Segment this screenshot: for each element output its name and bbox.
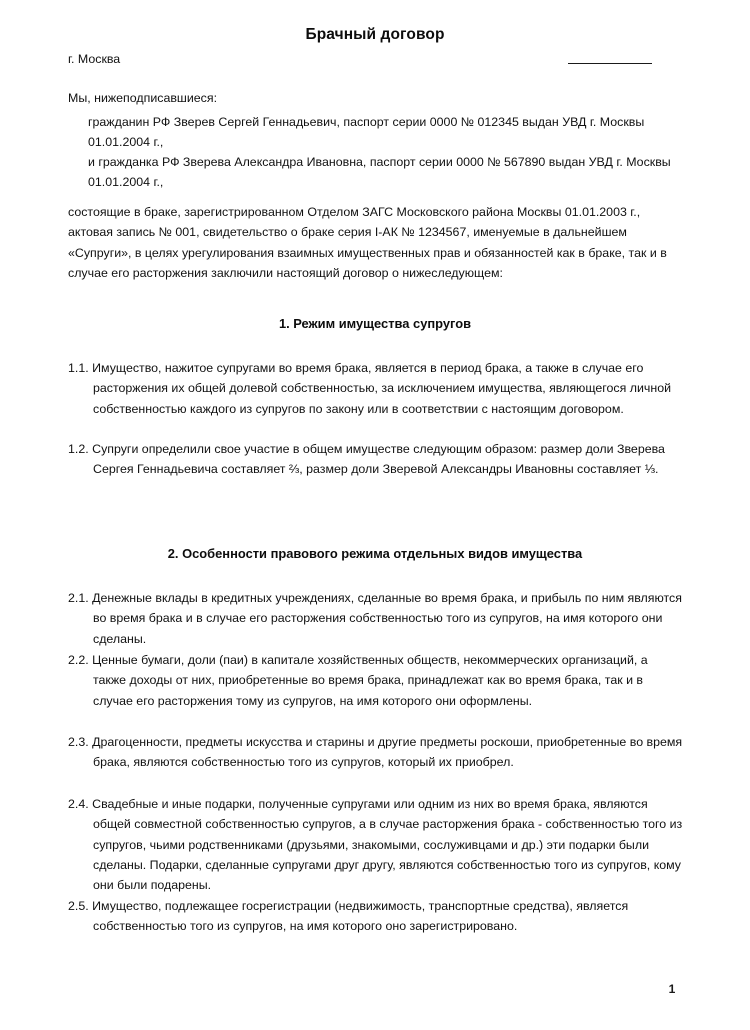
clause-text: Ценные бумаги, доли (паи) в капитале хозяйственных обществ, некоммерческих организаций, а также доходы от них, приобретенные во время брака, принадлежат как во время брака, так и в случае его расторжения тому из супругов, на имя которого они оформлены. bbox=[92, 653, 648, 708]
clause-text: Супруги определили свое участие в общем имуществе следующим образом: размер доли Зверева Сергея Геннадьевича составляет ⅔, размер доли Зверевой Александры Ивановны составляет ⅓. bbox=[92, 442, 665, 477]
date-blank-line bbox=[568, 63, 652, 64]
section-heading-2: 2. Особенности правового режима отдельных видов имущества bbox=[167, 546, 583, 561]
clause-text: Драгоценности, предметы искусства и старины и другие предметы роскоши, приобретенные во время брака, являются собственностью того из супругов, который их приобрел. bbox=[92, 735, 683, 770]
clause-number: 2.5. bbox=[68, 899, 89, 913]
preamble-recitals: состоящие в браке, зарегистрированном Отделом ЗАГС Московского района Москвы 01.01.2003 г., актовая запись № 001, свидетельство о браке серия I-АК № 1234567, именуемые в дальнейшем «Супруги», в целях урегулирования взаимных имущественных прав и обязанностей как в браке, так и в случае его расторжения заключили настоящий договор о нижеследующем: bbox=[68, 205, 667, 280]
clause-2-5 bbox=[68, 896, 684, 937]
clause-number: 2.3. bbox=[68, 735, 89, 749]
party-wife: и гражданка РФ Зверева Александра Ивановна, паспорт серии 0000 № 567890 выдан УВД г. Москвы 01.01.2004 г., bbox=[88, 155, 671, 190]
clause-text: Имущество, нажитое супругами во время брака, является в период брака, а также в случае его расторжения их общей долевой собственностью, за исключением имущества, являющегося личной собственностью каждого из супругов по закону или в соответствии с настоящим договором. bbox=[92, 361, 672, 416]
clause-2-4 bbox=[68, 794, 684, 895]
clause-text: Имущество, подлежащее госрегистрации (недвижимость, транспортные средства), является собственностью того из супругов, на имя которого оно зарегистрировано. bbox=[92, 899, 629, 934]
clause-text: Денежные вклады в кредитных учреждениях, сделанные во время брака, и прибыль по ним являются во время брака и в случае его расторжения собственностью того из супругов, на имя которого они сделаны. bbox=[92, 591, 682, 646]
clause-number: 1.2. bbox=[68, 442, 89, 456]
clause-1-2 bbox=[68, 439, 684, 480]
clause-2-3 bbox=[68, 732, 684, 773]
section-heading-1: 1. Режим имущества супругов bbox=[278, 316, 472, 331]
page-number: 1 bbox=[668, 982, 676, 996]
clause-number: 2.2. bbox=[68, 653, 89, 667]
party-husband: гражданин РФ Зверев Сергей Геннадьевич, паспорт серии 0000 № 012345 выдан УВД г. Москвы 01.01.2004 г., bbox=[88, 115, 645, 150]
clause-number: 2.1. bbox=[68, 591, 89, 605]
city-label: г. Москва bbox=[68, 52, 121, 66]
clause-number: 2.4. bbox=[68, 797, 89, 811]
clause-1-1 bbox=[68, 358, 684, 419]
clause-text: Свадебные и иные подарки, полученные супругами или одним из них во время брака, являются общей совместной собственностью супругов, а в случае расторжения брака - собственностью того из супругов, чьими родственниками (друзьями, знакомыми, сослуживцами и др.) эти подарки были сделаны. Подарки, сделанные супругами друг другу, являются собственностью того из супругов, кому они были подарены. bbox=[92, 797, 683, 893]
clause-2-1 bbox=[68, 588, 684, 649]
clause-number: 1.1. bbox=[68, 361, 89, 375]
preamble-lead-in: Мы, нижеподписавшиеся: bbox=[68, 91, 218, 105]
page-title: Брачный договор bbox=[305, 26, 445, 43]
clause-2-2 bbox=[68, 650, 684, 711]
